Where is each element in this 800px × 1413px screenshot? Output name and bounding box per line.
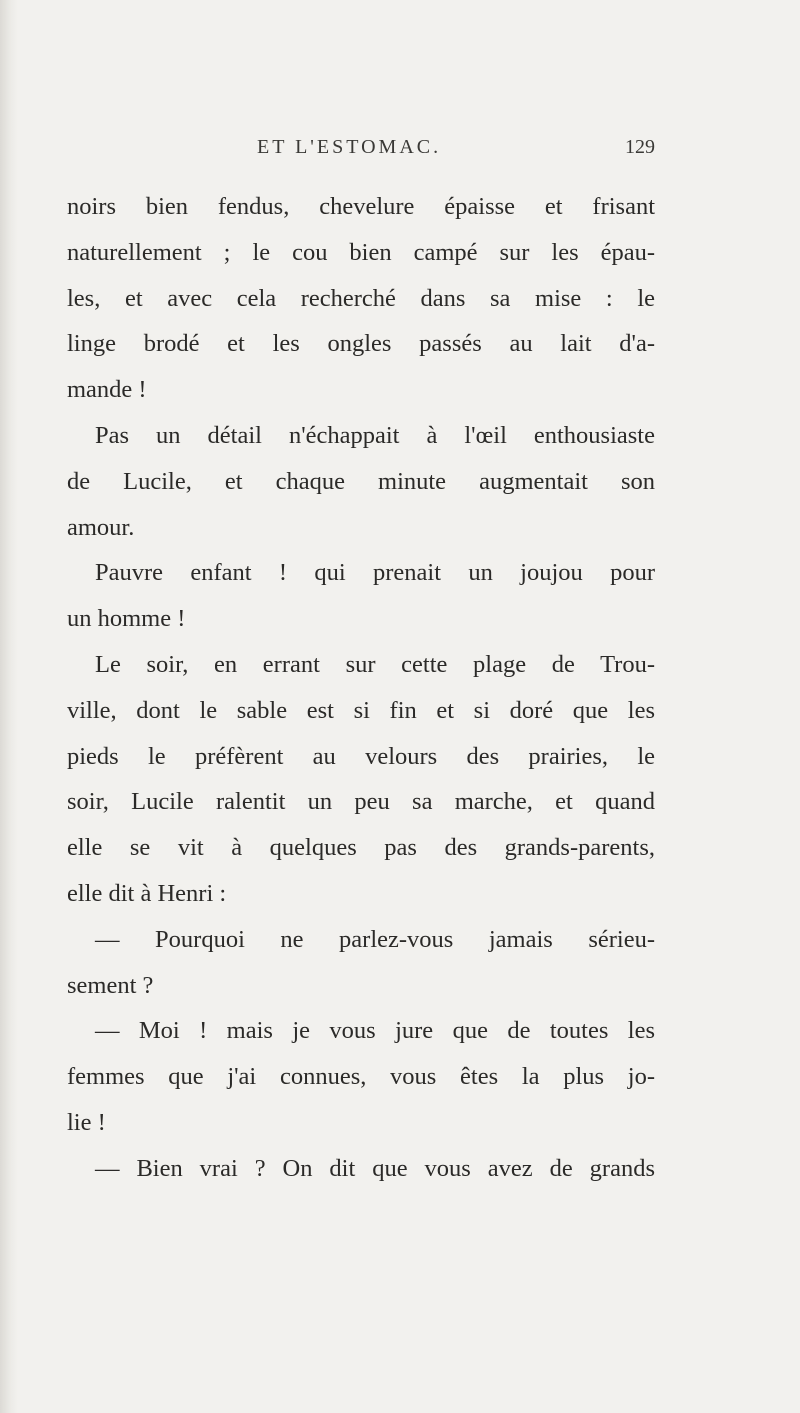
text-line: sement ?	[67, 971, 154, 999]
text-line: naturellement ; le cou bien campé sur les épau-	[67, 238, 655, 266]
text-line: — Pourquoi ne parlez-vous jamais sérieu-	[95, 925, 655, 953]
text-line: elle dit à Henri :	[67, 879, 227, 907]
text-line: un homme !	[67, 605, 186, 633]
text-line: soir, Lucile ralentit un peu sa marche, et quand	[67, 788, 655, 816]
text-line: lie !	[67, 1108, 106, 1136]
text-line: les, et avec cela recherché dans sa mise : le	[67, 284, 655, 312]
text-line: Pauvre enfant ! qui prenait un joujou pour	[95, 559, 655, 587]
text-line: amour.	[67, 513, 135, 541]
running-title: ET L'ESTOMAC.	[257, 136, 442, 158]
text-line: linge brodé et les ongles passés au lait d'a-	[67, 330, 655, 358]
text-line: Pas un détail n'échappait à l'œil enthousiaste	[95, 421, 655, 449]
text-line: Le soir, en errant sur cette plage de Trou-	[95, 650, 655, 678]
text-line: noirs bien fendus, chevelure épaisse et frisant	[67, 193, 655, 220]
page-edge-shadow	[0, 0, 18, 1413]
text-line: femmes que j'ai connues, vous êtes la plus jo-	[67, 1063, 655, 1091]
text-line: elle se vit à quelques pas des grands-parents,	[67, 834, 655, 862]
text-line: de Lucile, et chaque minute augmentait son	[67, 467, 655, 495]
text-line: ville, dont le sable est si fin et si doré que les	[67, 696, 655, 724]
text-line: pieds le préfèrent au velours des prairies, le	[67, 742, 655, 770]
running-head	[0, 136, 800, 176]
text-line: mande !	[67, 376, 147, 404]
text-line: — Moi ! mais je vous jure que de toutes les	[95, 1017, 655, 1045]
body-text	[67, 184, 655, 1192]
text-line: — Bien vrai ? On dit que vous avez de grands	[95, 1154, 655, 1182]
page-number: 129	[625, 136, 655, 158]
